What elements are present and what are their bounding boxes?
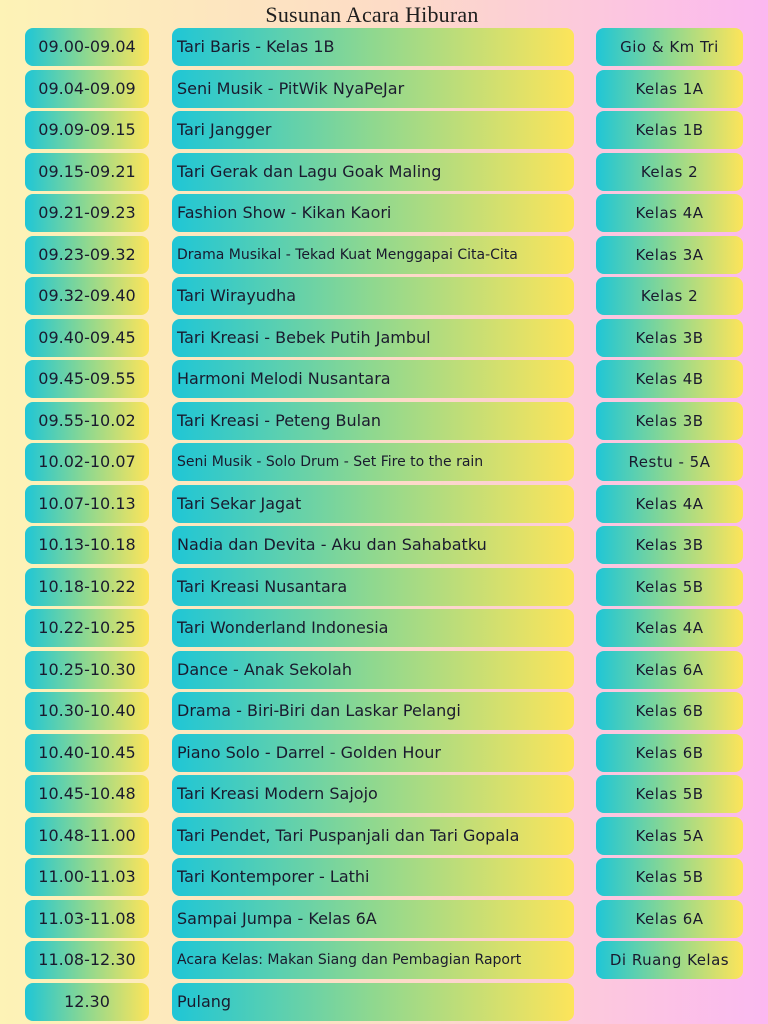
time-slot: 10.13-10.18	[25, 526, 149, 564]
time-slot: 10.48-11.00	[25, 817, 149, 855]
performer-class: Kelas 6B	[596, 692, 743, 730]
schedule-row	[0, 900, 768, 938]
time-slot: 09.09-09.15	[25, 111, 149, 149]
performer-class: Kelas 4B	[596, 360, 743, 398]
time-slot: 10.18-10.22	[25, 568, 149, 606]
performer-class: Kelas 5B	[596, 568, 743, 606]
time-slot: 10.07-10.13	[25, 485, 149, 523]
activity-name: Harmoni Melodi Nusantara	[172, 360, 574, 398]
activity-name: Seni Musik - Solo Drum - Set Fire to the rain	[172, 443, 574, 481]
time-slot: 11.03-11.08	[25, 900, 149, 938]
performer-class: Kelas 6B	[596, 734, 743, 772]
schedule-row	[0, 70, 768, 108]
schedule-row	[0, 734, 768, 772]
time-slot: 09.45-09.55	[25, 360, 149, 398]
time-slot: 11.08-12.30	[25, 941, 149, 979]
time-slot: 10.02-10.07	[25, 443, 149, 481]
activity-name: Seni Musik - PitWik NyaPeJar	[172, 70, 574, 108]
performer-class: Kelas 1B	[596, 111, 743, 149]
activity-name: Tari Wonderland Indonesia	[172, 609, 574, 647]
activity-name: Dance - Anak Sekolah	[172, 651, 574, 689]
performer-class: Kelas 5B	[596, 858, 743, 896]
time-slot: 10.40-10.45	[25, 734, 149, 772]
schedule-row	[0, 609, 768, 647]
time-slot: 09.21-09.23	[25, 194, 149, 232]
performer-class: Kelas 5B	[596, 775, 743, 813]
activity-name: Tari Kontemporer - Lathi	[172, 858, 574, 896]
activity-name: Piano Solo - Darrel - Golden Hour	[172, 734, 574, 772]
activity-name: Tari Jangger	[172, 111, 574, 149]
schedule-row	[0, 277, 768, 315]
activity-name: Drama Musikal - Tekad Kuat Menggapai Cita-Cita	[172, 236, 574, 274]
activity-name: Tari Gerak dan Lagu Goak Maling	[172, 153, 574, 191]
activity-name: Tari Sekar Jagat	[172, 485, 574, 523]
schedule-row	[0, 692, 768, 730]
performer-class: Kelas 1A	[596, 70, 743, 108]
schedule-row	[0, 817, 768, 855]
performer-class: Kelas 3B	[596, 319, 743, 357]
time-slot: 09.40-09.45	[25, 319, 149, 357]
activity-name: Acara Kelas: Makan Siang dan Pembagian Raport	[172, 941, 574, 979]
schedule-row	[0, 983, 768, 1021]
time-slot: 10.25-10.30	[25, 651, 149, 689]
schedule-row	[0, 194, 768, 232]
schedule-row	[0, 651, 768, 689]
performer-class: Restu - 5A	[596, 443, 743, 481]
performer-class: Di Ruang Kelas	[596, 941, 743, 979]
activity-name: Nadia dan Devita - Aku dan Sahabatku	[172, 526, 574, 564]
performer-class: Kelas 5A	[596, 817, 743, 855]
schedule-row	[0, 568, 768, 606]
time-slot: 09.15-09.21	[25, 153, 149, 191]
time-slot: 09.23-09.32	[25, 236, 149, 274]
performer-class: Kelas 3B	[596, 526, 743, 564]
schedule-row	[0, 485, 768, 523]
performer-class: Kelas 2	[596, 277, 743, 315]
schedule-row	[0, 319, 768, 357]
activity-name: Pulang	[172, 983, 574, 1021]
activity-name: Tari Kreasi Modern Sajojo	[172, 775, 574, 813]
time-slot: 11.00-11.03	[25, 858, 149, 896]
schedule-row	[0, 153, 768, 191]
activity-name: Sampai Jumpa - Kelas 6A	[172, 900, 574, 938]
time-slot: 10.30-10.40	[25, 692, 149, 730]
time-slot: 12.30	[25, 983, 149, 1021]
performer-class: Kelas 3A	[596, 236, 743, 274]
schedule-row	[0, 526, 768, 564]
activity-name: Tari Baris - Kelas 1B	[172, 28, 574, 66]
page-title: Susunan Acara Hiburan	[265, 2, 479, 27]
activity-name: Fashion Show - Kikan Kaori	[172, 194, 574, 232]
performer-class: Gio & Km Tri	[596, 28, 743, 66]
schedule-row	[0, 360, 768, 398]
performer-class: Kelas 4A	[596, 609, 743, 647]
schedule-row	[0, 941, 768, 979]
activity-name: Drama - Biri-Biri dan Laskar Pelangi	[172, 692, 574, 730]
activity-name: Tari Kreasi Nusantara	[172, 568, 574, 606]
time-slot: 09.00-09.04	[25, 28, 149, 66]
performer-class: Kelas 6A	[596, 900, 743, 938]
time-slot: 09.04-09.09	[25, 70, 149, 108]
time-slot: 09.55-10.02	[25, 402, 149, 440]
performer-class: Kelas 3B	[596, 402, 743, 440]
activity-name: Tari Pendet, Tari Puspanjali dan Tari Gopala	[172, 817, 574, 855]
schedule-row	[0, 111, 768, 149]
time-slot: 10.45-10.48	[25, 775, 149, 813]
time-slot: 09.32-09.40	[25, 277, 149, 315]
schedule-row	[0, 402, 768, 440]
performer-class: Kelas 6A	[596, 651, 743, 689]
activity-name: Tari Kreasi - Peteng Bulan	[172, 402, 574, 440]
schedule-row	[0, 443, 768, 481]
schedule-row	[0, 858, 768, 896]
activity-name: Tari Kreasi - Bebek Putih Jambul	[172, 319, 574, 357]
activity-name: Tari Wirayudha	[172, 277, 574, 315]
schedule-row	[0, 236, 768, 274]
schedule-row	[0, 28, 768, 66]
schedule-row	[0, 775, 768, 813]
performer-class: Kelas 4A	[596, 485, 743, 523]
time-slot: 10.22-10.25	[25, 609, 149, 647]
performer-class: Kelas 4A	[596, 194, 743, 232]
performer-class: Kelas 2	[596, 153, 743, 191]
